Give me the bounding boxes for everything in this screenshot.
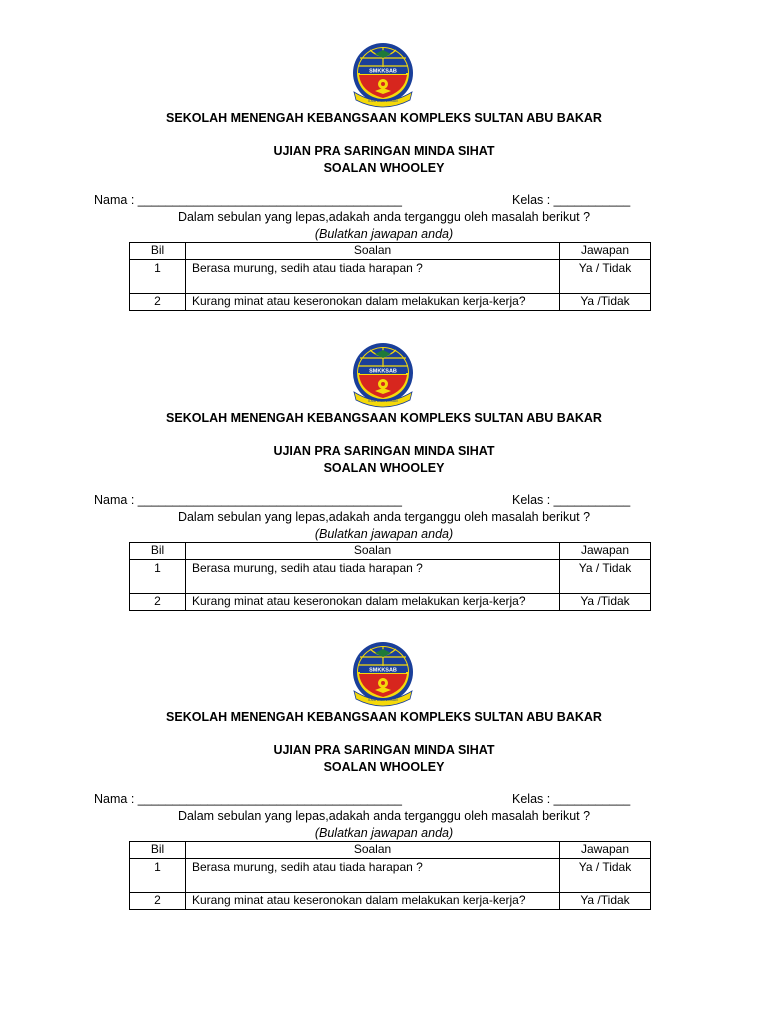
exam-title: UJIAN PRA SARINGAN MINDA SIHAT [273,144,495,158]
row-soalan: Kurang minat atau keseronokan dalam melakukan kerja-kerja? [186,594,560,611]
instruction-text: (Bulatkan jawapan anda) [314,826,454,840]
header-soalan: Soalan [186,842,560,859]
answer-choice[interactable]: Ya /Tidak [560,294,651,311]
kelas-field[interactable]: Kelas : ___________ [512,493,631,507]
row-bil: 2 [130,294,186,311]
kelas-field[interactable]: Kelas : ___________ [512,792,631,806]
row-bil: 2 [130,594,186,611]
form-copy-2 [0,300,768,608]
table-row [130,560,651,594]
row-soalan: Berasa murung, sedih atau tiada harapan ? [186,260,560,294]
header-jawapan: Jawapan [560,243,651,260]
answer-choice[interactable]: Ya / Tidak [560,260,651,294]
school-name: SEKOLAH MENENGAH KEBANGSAAN KOMPLEKS SULTAN ABU BAKAR [166,111,602,125]
instruction-text: (Bulatkan jawapan anda) [314,527,454,541]
kelas-field[interactable]: Kelas : ___________ [512,193,631,207]
header-jawapan: Jawapan [560,543,651,560]
school-crest-icon [348,340,418,410]
logo-motto: ILMU DIBENARKAN [368,698,398,702]
school-name: SEKOLAH MENENGAH KEBANGSAAN KOMPLEKS SULTAN ABU BAKAR [166,411,602,425]
answer-choice[interactable]: Ya / Tidak [560,859,651,893]
logo-text: SMKKSAB [369,667,397,674]
table-row [130,859,651,893]
logo-text: SMKKSAB [369,368,397,375]
row-bil: 1 [130,859,186,893]
logo-text: SMKKSAB [369,68,397,75]
nama-field[interactable]: Nama : ______________________________________ [94,792,402,806]
header-soalan: Soalan [186,243,560,260]
header-bil: Bil [130,243,186,260]
table-header-row [130,842,651,859]
row-bil: 1 [130,560,186,594]
header-soalan: Soalan [186,543,560,560]
header-bil: Bil [130,543,186,560]
exam-subtitle: SOALAN WHOOLEY [323,760,445,774]
table-header-row [130,243,651,260]
header-bil: Bil [130,842,186,859]
row-soalan: Berasa murung, sedih atau tiada harapan ? [186,859,560,893]
exam-subtitle: SOALAN WHOOLEY [323,161,445,175]
answer-choice[interactable]: Ya / Tidak [560,560,651,594]
school-crest-icon [348,639,418,709]
row-soalan: Berasa murung, sedih atau tiada harapan ? [186,560,560,594]
logo-motto: ILMU DIBENARKAN [368,399,398,403]
exam-subtitle: SOALAN WHOOLEY [323,461,445,475]
header-jawapan: Jawapan [560,842,651,859]
table-header-row [130,543,651,560]
row-bil: 2 [130,893,186,910]
question-text: Dalam sebulan yang lepas,adakah anda terganggu oleh masalah berikut ? [177,510,591,524]
answer-choice[interactable]: Ya /Tidak [560,893,651,910]
exam-title: UJIAN PRA SARINGAN MINDA SIHAT [273,444,495,458]
row-soalan: Kurang minat atau keseronokan dalam melakukan kerja-kerja? [186,294,560,311]
question-text: Dalam sebulan yang lepas,adakah anda terganggu oleh masalah berikut ? [177,210,591,224]
instruction-text: (Bulatkan jawapan anda) [314,227,454,241]
exam-title: UJIAN PRA SARINGAN MINDA SIHAT [273,743,495,757]
form-copy-3 [0,599,768,907]
school-name: SEKOLAH MENENGAH KEBANGSAAN KOMPLEKS SULTAN ABU BAKAR [166,710,602,724]
nama-field[interactable]: Nama : ______________________________________ [94,493,402,507]
school-logo [348,639,418,709]
question-table [129,841,651,910]
table-row [130,260,651,294]
school-logo [348,40,418,110]
row-bil: 1 [130,260,186,294]
nama-field[interactable]: Nama : ______________________________________ [94,193,402,207]
row-soalan: Kurang minat atau keseronokan dalam melakukan kerja-kerja? [186,893,560,910]
answer-choice[interactable]: Ya /Tidak [560,594,651,611]
form-copy-1 [0,0,768,308]
school-logo [348,340,418,410]
school-crest-icon [348,40,418,110]
question-text: Dalam sebulan yang lepas,adakah anda terganggu oleh masalah berikut ? [177,809,591,823]
logo-motto: ILMU DIBENARKAN [368,99,398,103]
table-row [130,893,651,910]
